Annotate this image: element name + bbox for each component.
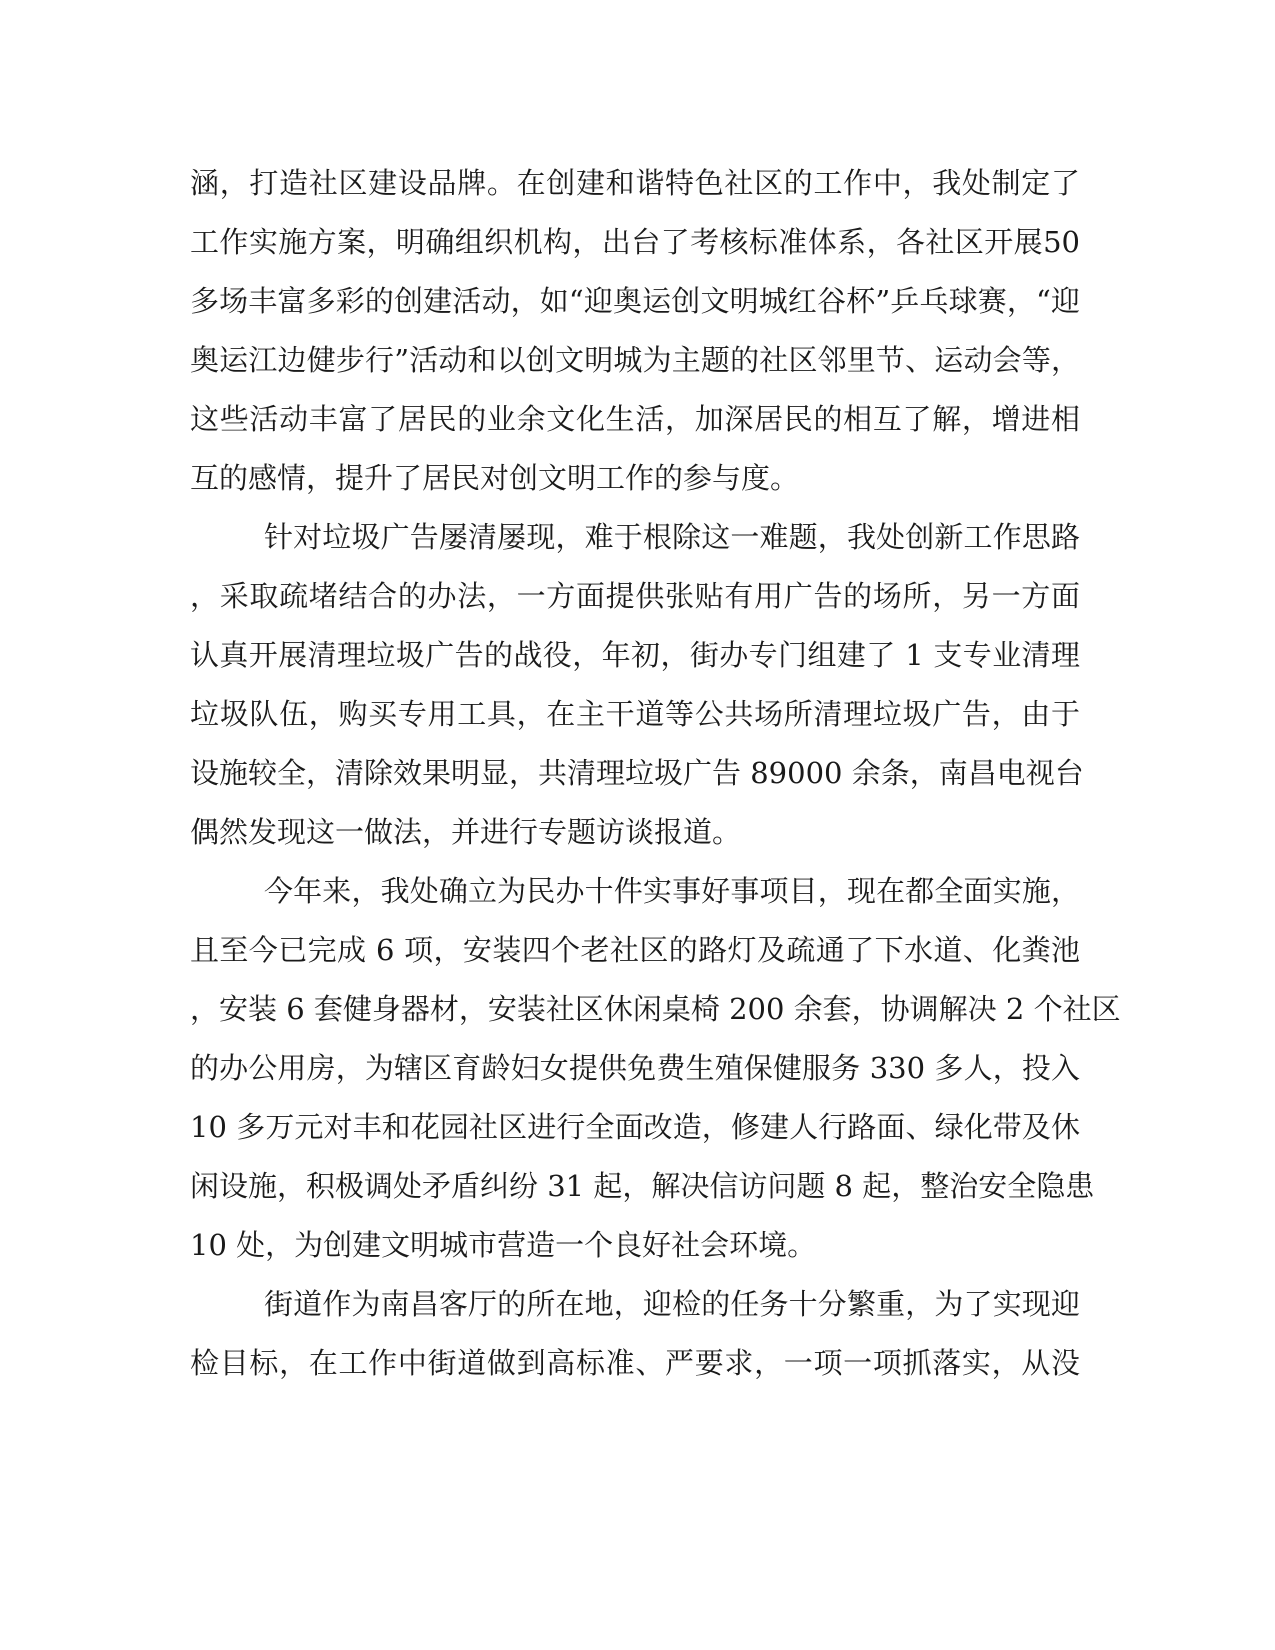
text-line: ，安装 6 套健身器材，安装社区休闲桌椅 200 余套，协调解决 2 个社区 (190, 992, 1121, 1026)
text-line: 涵，打造社区建设品牌。在创建和谐特色社区的工作中，我处制定了 (190, 166, 1080, 200)
body-text (190, 160, 1121, 1399)
text-line: 认真开展清理垃圾广告的战役，年初，街办专门组建了 1 支专业清理 (190, 638, 1080, 672)
paragraph-first-line: 针对垃圾广告屡清屡现，难于根除这一难题，我处创新工作思路 (264, 520, 1080, 554)
text-line: 检目标，在工作中街道做到高标准、严要求，一项一项抓落实，从没 (190, 1346, 1080, 1380)
text-line: 设施较全，清除效果明显，共清理垃圾广告 89000 余条，南昌电视台 (190, 756, 1084, 790)
text-line: 且至今已完成 6 项，安装四个老社区的路灯及疏通了下水道、化粪池 (190, 933, 1080, 967)
text-line: 工作实施方案，明确组织机构，出台了考核标准体系，各社区开展50 (190, 225, 1080, 259)
text-line: 互的感情，提升了居民对创文明工作的参与度。 (190, 461, 800, 495)
text-line: 10 处，为创建文明城市营造一个良好社会环境。 (190, 1228, 817, 1262)
text-line: 10 多万元对丰和花园社区进行全面改造，修建人行路面、绿化带及休 (190, 1110, 1080, 1144)
text-line: 偶然发现这一做法，并进行专题访谈报道。 (190, 815, 742, 849)
text-line: 的办公用房，为辖区育龄妇女提供免费生殖保健服务 330 多人，投入 (190, 1051, 1080, 1085)
text-line: 多场丰富多彩的创建活动，如“迎奥运创文明城红谷杯”乒乓球赛，“迎 (190, 284, 1080, 318)
text-line: 闲设施，积极调处矛盾纠纷 31 起，解决信访问题 8 起，整治安全隐患 (190, 1169, 1095, 1203)
text-line: 奥运江边健步行”活动和以创文明城为主题的社区邻里节、运动会等， (190, 343, 1080, 377)
paragraph-first-line: 今年来，我处确立为民办十件实事好事项目，现在都全面实施， (264, 874, 1080, 908)
text-line: 垃圾队伍，购买专用工具，在主干道等公共场所清理垃圾广告，由于 (190, 697, 1080, 731)
paragraph-first-line: 街道作为南昌客厅的所在地，迎检的任务十分繁重，为了实现迎 (264, 1287, 1080, 1321)
text-line: ，采取疏堵结合的办法，一方面提供张贴有用广告的场所，另一方面 (190, 579, 1080, 613)
text-line: 这些活动丰富了居民的业余文化生活，加深居民的相互了解，增进相 (190, 402, 1080, 436)
